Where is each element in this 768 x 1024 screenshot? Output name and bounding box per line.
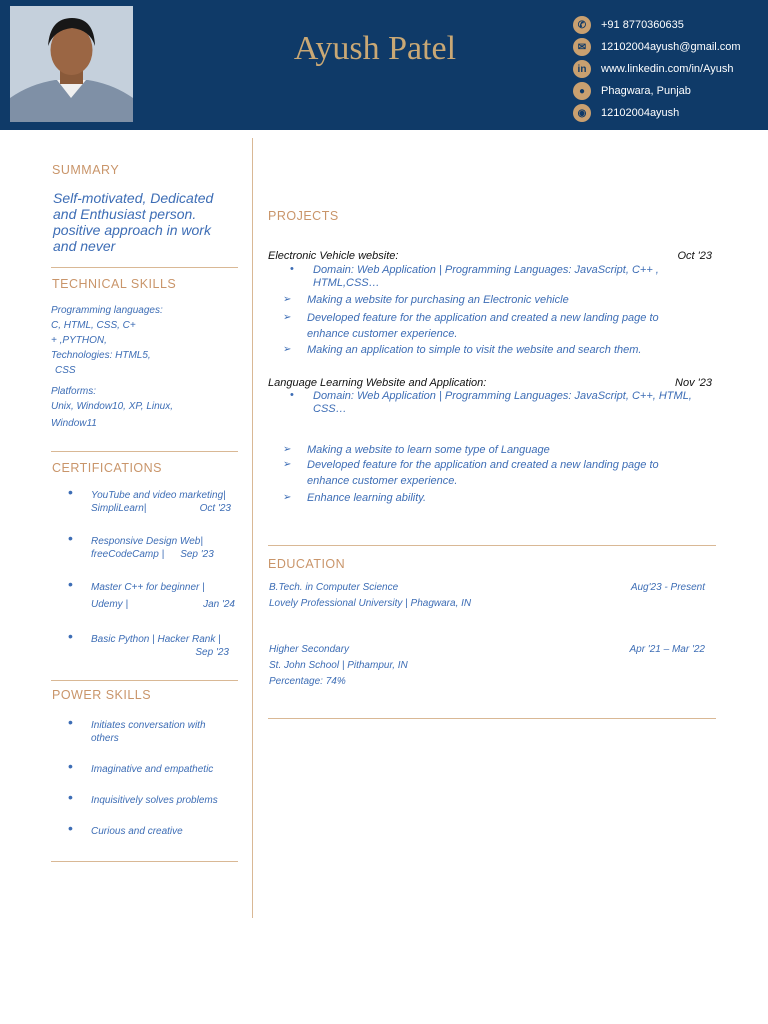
certification-item <box>70 633 235 659</box>
cert-name: • Responsive Design Web| <box>91 536 203 547</box>
project-point: ➢ Making a website to learn some type of Language <box>283 444 550 456</box>
summary-title: SUMMARY <box>52 163 120 177</box>
power-skills-list <box>70 719 220 838</box>
phone-text: +91 8770360635 <box>601 19 684 31</box>
power-skill-item: • Initiates conversation with others <box>70 719 220 745</box>
linkedin-text[interactable]: www.linkedin.com/in/Ayush <box>601 63 734 75</box>
linkedin-icon: in <box>573 60 591 78</box>
divider <box>51 861 238 862</box>
contact-linkedin[interactable] <box>573 58 741 80</box>
summary-text: Self-motivated, Dedicated and Enthusiast person. positive approach in work and never <box>53 190 214 254</box>
cert-issuer: Udemy | <box>91 599 129 610</box>
email-icon: ✉ <box>573 38 591 56</box>
github-text[interactable]: 12102004ayush <box>601 107 680 119</box>
certifications-list <box>70 489 235 659</box>
edu-degree: Higher Secondary <box>269 644 350 655</box>
project-date: Nov '23 <box>675 377 712 389</box>
platform-line: Platforms: <box>51 386 97 397</box>
project-domain: • Domain: Web Application | Programming Languages: JavaScript, C++, HTML, CSS… <box>290 389 692 415</box>
candidate-name: Ayush Patel <box>293 30 457 67</box>
project-point: ➢ Enhance learning ability. <box>283 492 427 504</box>
divider <box>51 680 238 681</box>
divider <box>51 267 238 268</box>
contact-github[interactable] <box>573 102 741 124</box>
cert-name: • Basic Python | Hacker Rank | <box>91 634 221 645</box>
cert-name: • Master C++ for beginner | <box>91 582 205 593</box>
tech-line: CSS <box>55 365 76 376</box>
cert-date: Oct '23 <box>199 503 231 514</box>
edu-date: Aug'23 - Present <box>630 582 705 593</box>
technical-skills-title: TECHNICAL SKILLS <box>52 277 177 291</box>
power-skill-item: • Curious and creative <box>70 825 220 838</box>
project-point: ➢ Developed feature for the application and created a new landing page to enhance customer experience. <box>283 459 659 487</box>
bullet-icon: • <box>290 389 294 401</box>
cert-name: • YouTube and video marketing| <box>91 490 226 501</box>
project-point: ➢ Making a website for purchasing an Electronic vehicle <box>283 294 569 306</box>
github-icon: ◉ <box>573 104 591 122</box>
project-point: ➢ Developed feature for the application and created a new landing page to enhance customer experience. <box>283 312 659 340</box>
phone-icon: ✆ <box>573 16 591 34</box>
location-icon: ● <box>573 82 591 100</box>
project-name: Language Learning Website and Application: <box>268 377 487 389</box>
project-heading <box>268 250 712 262</box>
arrow-bullet-icon: ➢ <box>283 444 292 455</box>
contact-phone <box>573 14 741 36</box>
arrow-bullet-icon: ➢ <box>283 294 292 305</box>
education-entry <box>269 580 705 612</box>
tech-line: Technologies: HTML5, <box>51 350 151 361</box>
certification-item <box>70 581 235 611</box>
technical-skills-body <box>51 303 241 431</box>
project-point: ➢ Making an application to simple to visit the website and search them. <box>283 344 642 356</box>
certification-item <box>70 535 235 561</box>
cert-issuer: SimpliLearn| <box>91 503 147 514</box>
contact-list <box>573 14 741 124</box>
contact-location <box>573 80 741 102</box>
cert-date: Jan '24 <box>203 599 235 610</box>
tech-line: C, HTML, CSS, C+ <box>51 320 136 331</box>
platform-line: Window11 <box>51 418 97 429</box>
power-skills-title: POWER SKILLS <box>52 688 152 702</box>
column-divider <box>252 138 253 918</box>
contact-email[interactable] <box>573 36 741 58</box>
certification-item <box>70 489 235 515</box>
tech-line: + ,PYTHON, <box>51 335 107 346</box>
cert-issuer: freeCodeCamp | <box>91 549 165 560</box>
project-name: Electronic Vehicle website: <box>268 250 399 262</box>
divider <box>268 545 716 546</box>
certifications-title: CERTIFICATIONS <box>52 461 163 475</box>
education-title: EDUCATION <box>268 557 346 571</box>
cert-date: Sep '23 <box>195 647 229 658</box>
location-text: Phagwara, Punjab <box>601 85 691 97</box>
edu-extra: Percentage: 74% <box>269 676 346 687</box>
resume-header <box>0 0 768 130</box>
bullet-icon: • <box>290 263 294 275</box>
edu-date: Apr '21 – Mar '22 <box>629 644 705 655</box>
power-skill-item: • Imaginative and empathetic <box>70 763 220 776</box>
cert-date: Sep '23 <box>180 549 214 560</box>
project-date: Oct '23 <box>677 250 712 262</box>
edu-school: Lovely Professional University | Phagwara, IN <box>269 598 472 609</box>
arrow-bullet-icon: ➢ <box>283 459 292 470</box>
education-entry <box>269 642 705 690</box>
email-text[interactable]: 12102004ayush@gmail.com <box>601 41 741 53</box>
arrow-bullet-icon: ➢ <box>283 492 292 503</box>
arrow-bullet-icon: ➢ <box>283 312 292 323</box>
profile-photo <box>10 6 133 122</box>
project-heading <box>268 377 712 389</box>
platform-line: Unix, Window10, XP, Linux, <box>51 401 174 412</box>
power-skill-item: • Inquisitively solves problems <box>70 794 220 807</box>
arrow-bullet-icon: ➢ <box>283 344 292 355</box>
projects-title: PROJECTS <box>268 209 339 223</box>
edu-school: St. John School | Pithampur, IN <box>269 660 408 671</box>
divider <box>51 451 238 452</box>
tech-line: Programming languages: <box>51 305 163 316</box>
divider <box>268 718 716 719</box>
edu-degree: B.Tech. in Computer Science <box>269 582 399 593</box>
project-domain: • Domain: Web Application | Programming Languages: JavaScript, C++ , HTML,CSS… <box>290 263 659 289</box>
